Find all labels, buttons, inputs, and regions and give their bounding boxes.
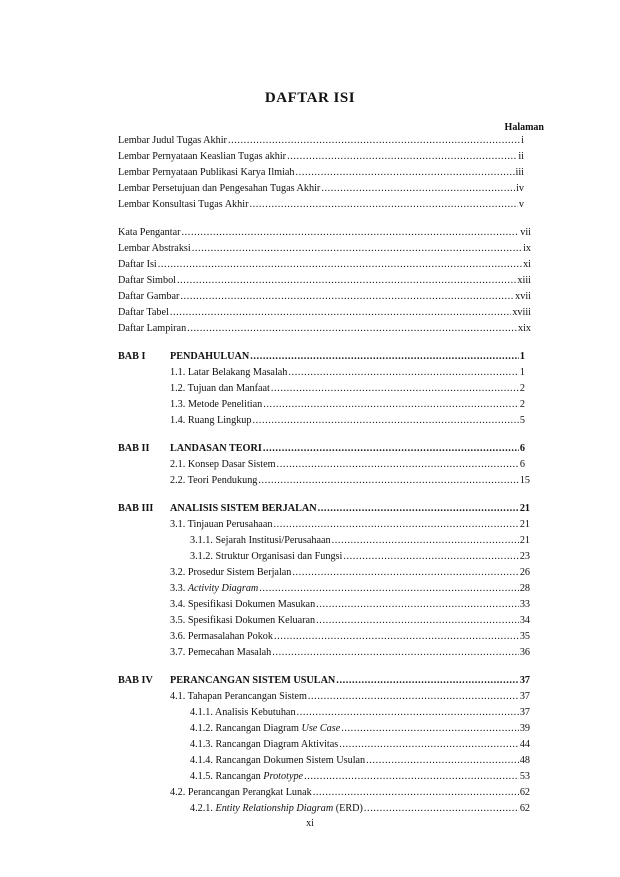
toc-entry[interactable]: 3.3. Activity Diagram ..... 28: [170, 582, 530, 596]
toc-entry[interactable]: 3.2. Prosedur Sistem Berjalan ..... 26: [170, 566, 530, 580]
toc-entry[interactable]: Lembar Abstraksi ..... ix: [118, 242, 531, 256]
toc-entry[interactable]: 4.1.4. Rancangan Dokumen Sistem Usulan ..... 48: [190, 754, 530, 768]
toc-entry[interactable]: 1.3. Metode Penelitian ..... 2: [170, 398, 525, 412]
toc-entry[interactable]: 4.1. Tahapan Perancangan Sistem ..... 37: [170, 690, 530, 704]
chapter-entry[interactable]: LANDASAN TEORI ..... 6: [170, 442, 525, 456]
toc-entry[interactable]: 3.6. Permasalahan Pokok ..... 35: [170, 630, 530, 644]
toc-entry[interactable]: Daftar Simbol ..... xiii: [118, 274, 531, 288]
toc-entry[interactable]: 3.5. Spesifikasi Dokumen Keluaran ..... 34: [170, 614, 530, 628]
toc-entry[interactable]: 1.2. Tujuan dan Manfaat ..... 2: [170, 382, 525, 396]
toc-entry[interactable]: 4.2. Perancangan Perangkat Lunak ..... 62: [170, 786, 530, 800]
chapter-code: BAB II: [118, 443, 150, 454]
toc-entry[interactable]: Daftar Lampiran ..... xix: [118, 322, 531, 336]
toc-entry[interactable]: 1.1. Latar Belakang Masalah ..... 1: [170, 366, 525, 380]
toc-entry[interactable]: 3.7. Pemecahan Masalah ..... 36: [170, 646, 530, 660]
toc-entry[interactable]: 2.1. Konsep Dasar Sistem ..... 6: [170, 458, 525, 472]
chapter-code: BAB III: [118, 503, 154, 514]
chapter-code: BAB IV: [118, 675, 153, 686]
toc-entry[interactable]: 2.2. Teori Pendukung ..... 15: [170, 474, 530, 488]
toc-entry[interactable]: 4.1.5. Rancangan Prototype ..... 53: [190, 770, 530, 784]
toc-entry[interactable]: 3.1. Tinjauan Perusahaan ..... 21: [170, 518, 530, 532]
toc-entry[interactable]: Lembar Judul Tugas Akhir ..... i: [118, 134, 524, 148]
toc-entry[interactable]: Daftar Gambar ..... xvii: [118, 290, 531, 304]
toc-entry[interactable]: 4.2.1. Entity Relationship Diagram (ERD) ..... 62: [190, 802, 530, 816]
page-number-footer: xi: [306, 818, 314, 829]
chapter-code: BAB I: [118, 351, 146, 362]
chapter-entry[interactable]: PENDAHULUAN ..... 1: [170, 350, 525, 364]
toc-entry[interactable]: 3.4. Spesifikasi Dokumen Masukan ..... 33: [170, 598, 530, 612]
toc-entry[interactable]: 3.1.2. Struktur Organisasi dan Fungsi ..... 23: [190, 550, 530, 564]
page-column-header: Halaman: [504, 122, 544, 133]
page-title: DAFTAR ISI: [264, 90, 356, 106]
toc-entry[interactable]: Kata Pengantar ..... vii: [118, 226, 531, 240]
toc-entry[interactable]: 4.1.1. Analisis Kebutuhan ..... 37: [190, 706, 530, 720]
toc-entry[interactable]: Lembar Konsultasi Tugas Akhir ..... v: [118, 198, 524, 212]
toc-entry[interactable]: 1.4. Ruang Lingkup ..... 5: [170, 414, 525, 428]
toc-entry[interactable]: 4.1.2. Rancangan Diagram Use Case ..... 39: [190, 722, 530, 736]
toc-entry[interactable]: Lembar Pernyataan Keaslian Tugas akhir ..... ii: [118, 150, 524, 164]
toc-entry[interactable]: Daftar Tabel ..... xviii: [118, 306, 531, 320]
toc-entry[interactable]: 4.1.3. Rancangan Diagram Aktivitas ..... 44: [190, 738, 530, 752]
chapter-entry[interactable]: PERANCANGAN SISTEM USULAN ..... 37: [170, 674, 530, 688]
chapter-entry[interactable]: ANALISIS SISTEM BERJALAN ..... 21: [170, 502, 530, 516]
toc-entry[interactable]: Lembar Persetujuan dan Pengesahan Tugas Akhir ..... iv: [118, 182, 524, 196]
toc-entry[interactable]: Lembar Pernyataan Publikasi Karya Ilmiah ..... iii: [118, 166, 524, 180]
toc-entry[interactable]: Daftar Isi ..... xi: [118, 258, 531, 272]
toc-entry[interactable]: 3.1.1. Sejarah Institusi/Perusahaan ..... 21: [190, 534, 530, 548]
